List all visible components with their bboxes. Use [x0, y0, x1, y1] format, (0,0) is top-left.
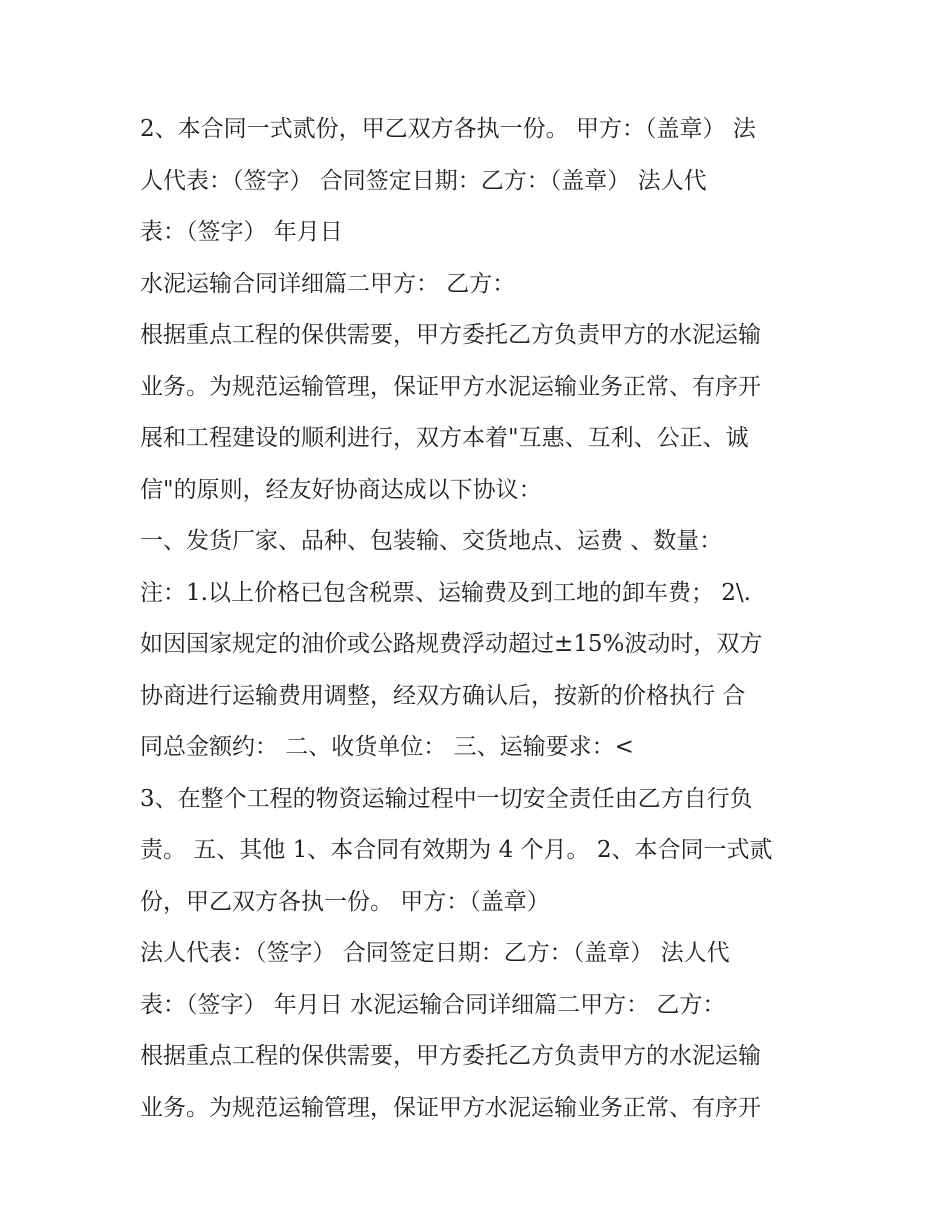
text-line-19: 根据重点工程的保供需要，甲方委托乙方负责甲方的水泥运输: [140, 1043, 761, 1069]
text-line-16: 份，甲乙双方各执一份。 甲方：（盖章）: [140, 888, 550, 915]
text-line-10: 注：1.以上价格已包含税票、运输费及到工地的卸车费； 2\.: [140, 579, 751, 606]
text-line-1: 2、本合同一式贰份，甲乙双方各执一份。 甲方：（盖章） 法: [140, 116, 756, 142]
text-line-11: 如因国家规定的油价或公路规费浮动超过±15%波动时，双方: [140, 631, 763, 657]
text-line-15: 责。 五、其他 1、本合同有效期为 4 个月。 2、本合同一式贰: [140, 837, 773, 863]
text-line-3: 表：（签字） 年月日: [140, 219, 343, 245]
text-line-17: 法人代表：（签字） 合同签定日期：乙方：（盖章） 法人代: [140, 940, 730, 966]
text-line-8: 信"的原则，经友好协商达成以下协议：: [140, 476, 542, 503]
text-line-18: 表：（签字） 年月日 水泥运输合同详细篇二甲方： 乙方：: [140, 991, 726, 1018]
text-line-14: 3、在整个工程的物资运输过程中一切安全责任由乙方自行负: [140, 785, 753, 812]
text-line-12: 协商进行运输费用调整，经双方确认后，按新的价格执行 合: [140, 682, 746, 709]
text-line-13: 同总金额约： 二、收货单位： 三、运输要求：<: [140, 734, 634, 760]
text-line-20: 业务。为规范运输管理，保证甲方水泥运输业务正常、有序开: [140, 1094, 761, 1121]
text-line-5: 根据重点工程的保供需要，甲方委托乙方负责甲方的水泥运输: [140, 322, 761, 348]
document-body: [140, 104, 820, 1134]
text-line-4: 水泥运输合同详细篇二甲方： 乙方：: [140, 270, 516, 297]
text-line-9: 一、发货厂家、品种、包装输、交货地点、运费 、数量：: [140, 528, 723, 554]
text-line-7: 展和工程建设的顺利进行，双方本着"互惠、互利、公正、诚: [140, 425, 749, 451]
text-line-6: 业务。为规范运输管理，保证甲方水泥运输业务正常、有序开: [140, 373, 761, 400]
text-line-2: 人代表：（签字） 合同签定日期：乙方：（盖章） 法人代: [140, 167, 707, 194]
